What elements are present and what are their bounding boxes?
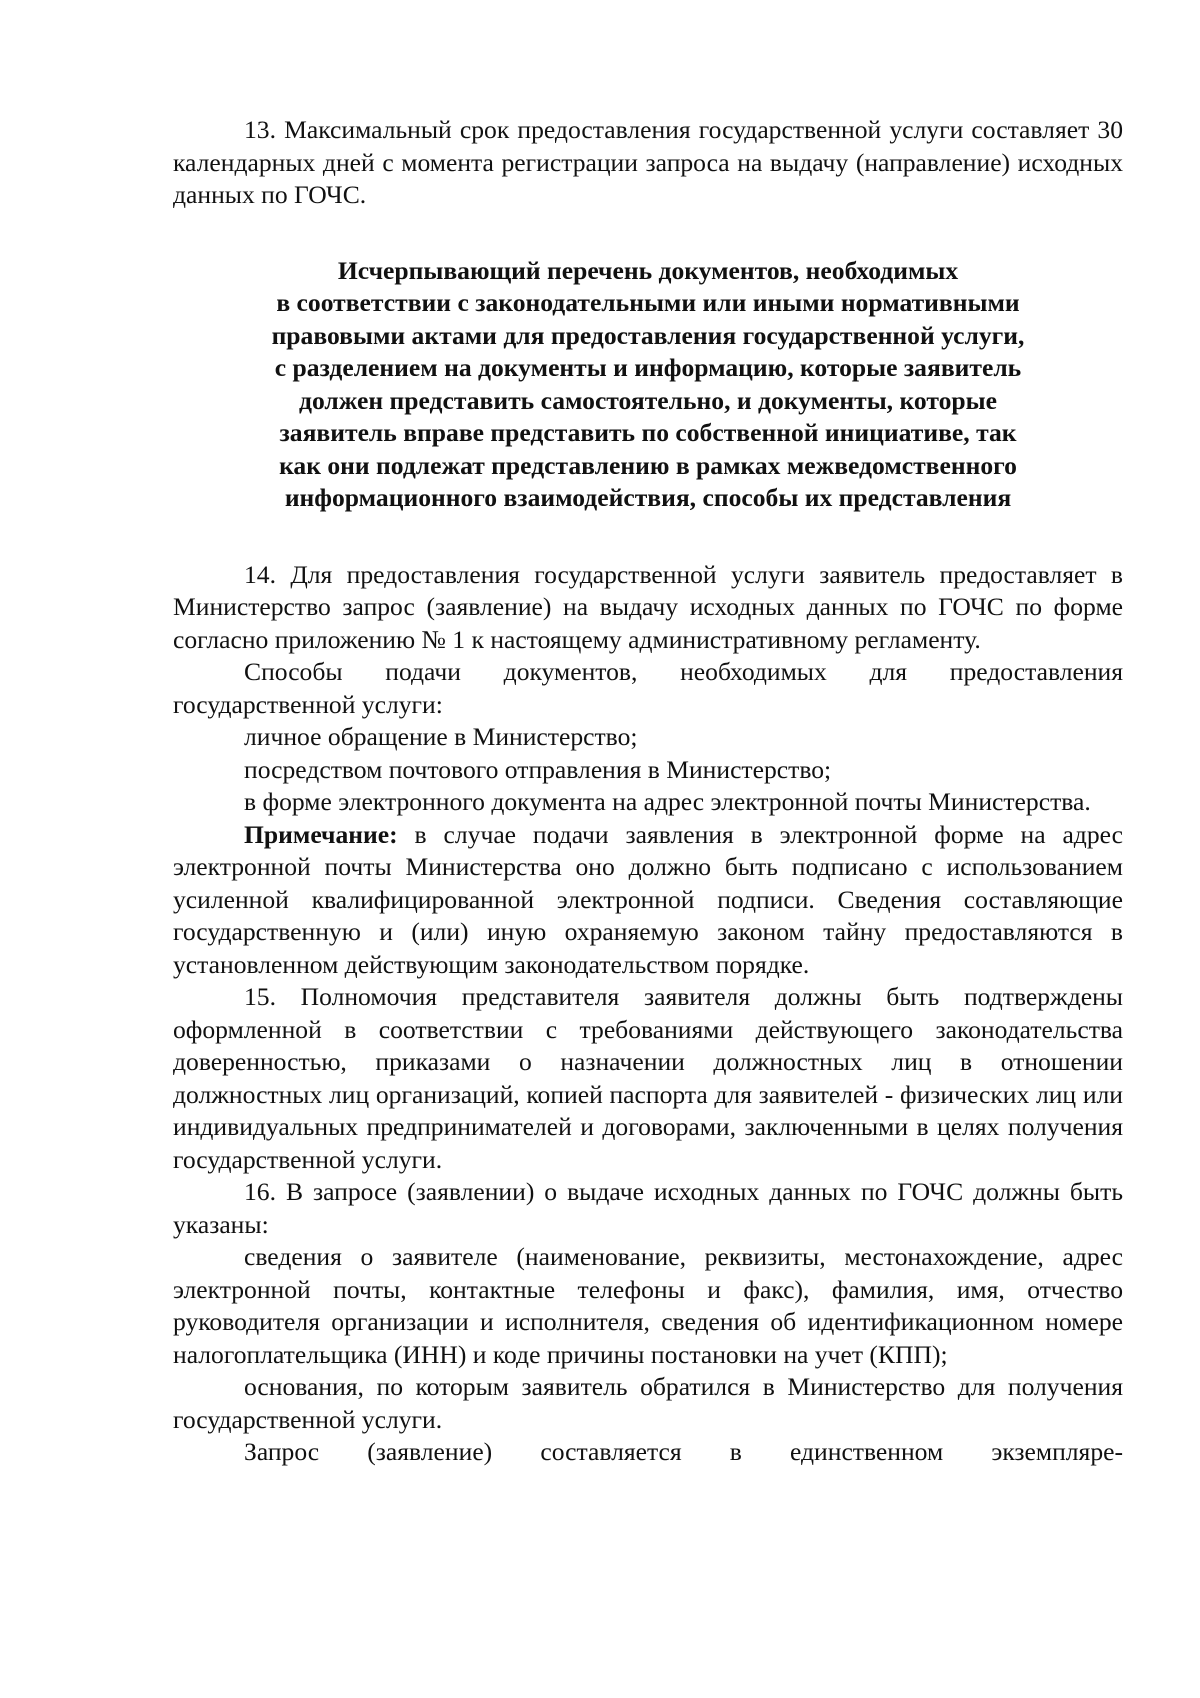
heading-line: в соответствии с законодательными или иными нормативными xyxy=(276,288,1020,317)
heading-line: с разделением на документы и информацию, которые заявитель xyxy=(274,353,1022,382)
paragraph-16: 16. В запросе (заявлении) о выдаче исходных данных по ГОЧС должны быть указаны: xyxy=(173,1177,1123,1239)
list-item-requirement: сведения о заявителе (наименование, реквизиты, местонахождение, адрес электронной почты, контактные телефоны и факс), фамилия, имя, отчество руководителя организации и исполнителя, сведения об идентификационном номере налогоплательщика (ИНН) и коде причины постановки на учет (КПП); xyxy=(173,1242,1123,1369)
heading-line: Исчерпывающий перечень документов, необходимых xyxy=(337,255,959,285)
spacer xyxy=(173,515,1123,559)
heading-line: информационного взаимодействия, способы их представления xyxy=(284,483,1012,512)
list-item-method: личное обращение в Министерство; xyxy=(244,722,638,751)
heading-line: как они подлежат представлению в рамках межведомственного xyxy=(279,450,1017,480)
paragraph-last-line xyxy=(173,1436,1123,1469)
list-item-method: в форме электронного документа на адрес электронной почты Министерства. xyxy=(244,787,1091,816)
paragraph-note xyxy=(173,819,1123,982)
section-heading xyxy=(173,255,1123,515)
paragraph-submission-methods: Способы подачи документов, необходимых для предоставления государственной услуги: xyxy=(173,657,1123,719)
spacer xyxy=(173,212,1123,255)
list-item-method: посредством почтового отправления в Министерство; xyxy=(244,754,832,784)
heading-line: должен представить самостоятельно, и документы, которые xyxy=(299,385,997,415)
heading-line: правовыми актами для предоставления государственной услуги, xyxy=(271,320,1025,350)
paragraph-15: 15. Полномочия представителя заявителя должны быть подтверждены оформленной в соответствии с требованиями действующего законодательства доверенностью, приказами о назначении должностных лиц в отношении должностных лиц организаций, копией паспорта для заявителей - физических лиц или индивидуальных предпринимателей и договорами, заключенными в целях получения государственной услуги. xyxy=(173,982,1123,1174)
paragraph-13: 13. Максимальный срок предоставления государственной услуги составляет 30 календарных дней с момента регистрации запроса на выдачу (направление) исходных данных по ГОЧС. xyxy=(173,115,1123,209)
heading-line: заявитель вправе представить по собственной инициативе, так xyxy=(279,418,1017,447)
list-item-requirement: основания, по которым заявитель обратился в Министерство для получения государственной услуги. xyxy=(173,1372,1123,1434)
note-text: в случае подачи заявления в электронной форме на адрес электронной почты Министерства оно должно быть подписано с использованием усиленной квалифицированной электронной подписи. Сведения составляющие государственную и (или) иную охраняемую законом тайну предоставляются в установленном действующим законодательством порядке. xyxy=(173,819,1123,979)
last-line-text: Запрос (заявление) составляется в единственном экземпляре- xyxy=(244,1437,1123,1466)
document-page xyxy=(173,114,1123,1469)
paragraph-14: 14. Для предоставления государственной услуги заявитель предоставляет в Министерство запрос (заявление) на выдачу исходных данных по ГОЧС по форме согласно приложению № 1 к настоящему административному регламенту. xyxy=(173,559,1123,654)
note-label: Примечание: xyxy=(244,819,398,849)
